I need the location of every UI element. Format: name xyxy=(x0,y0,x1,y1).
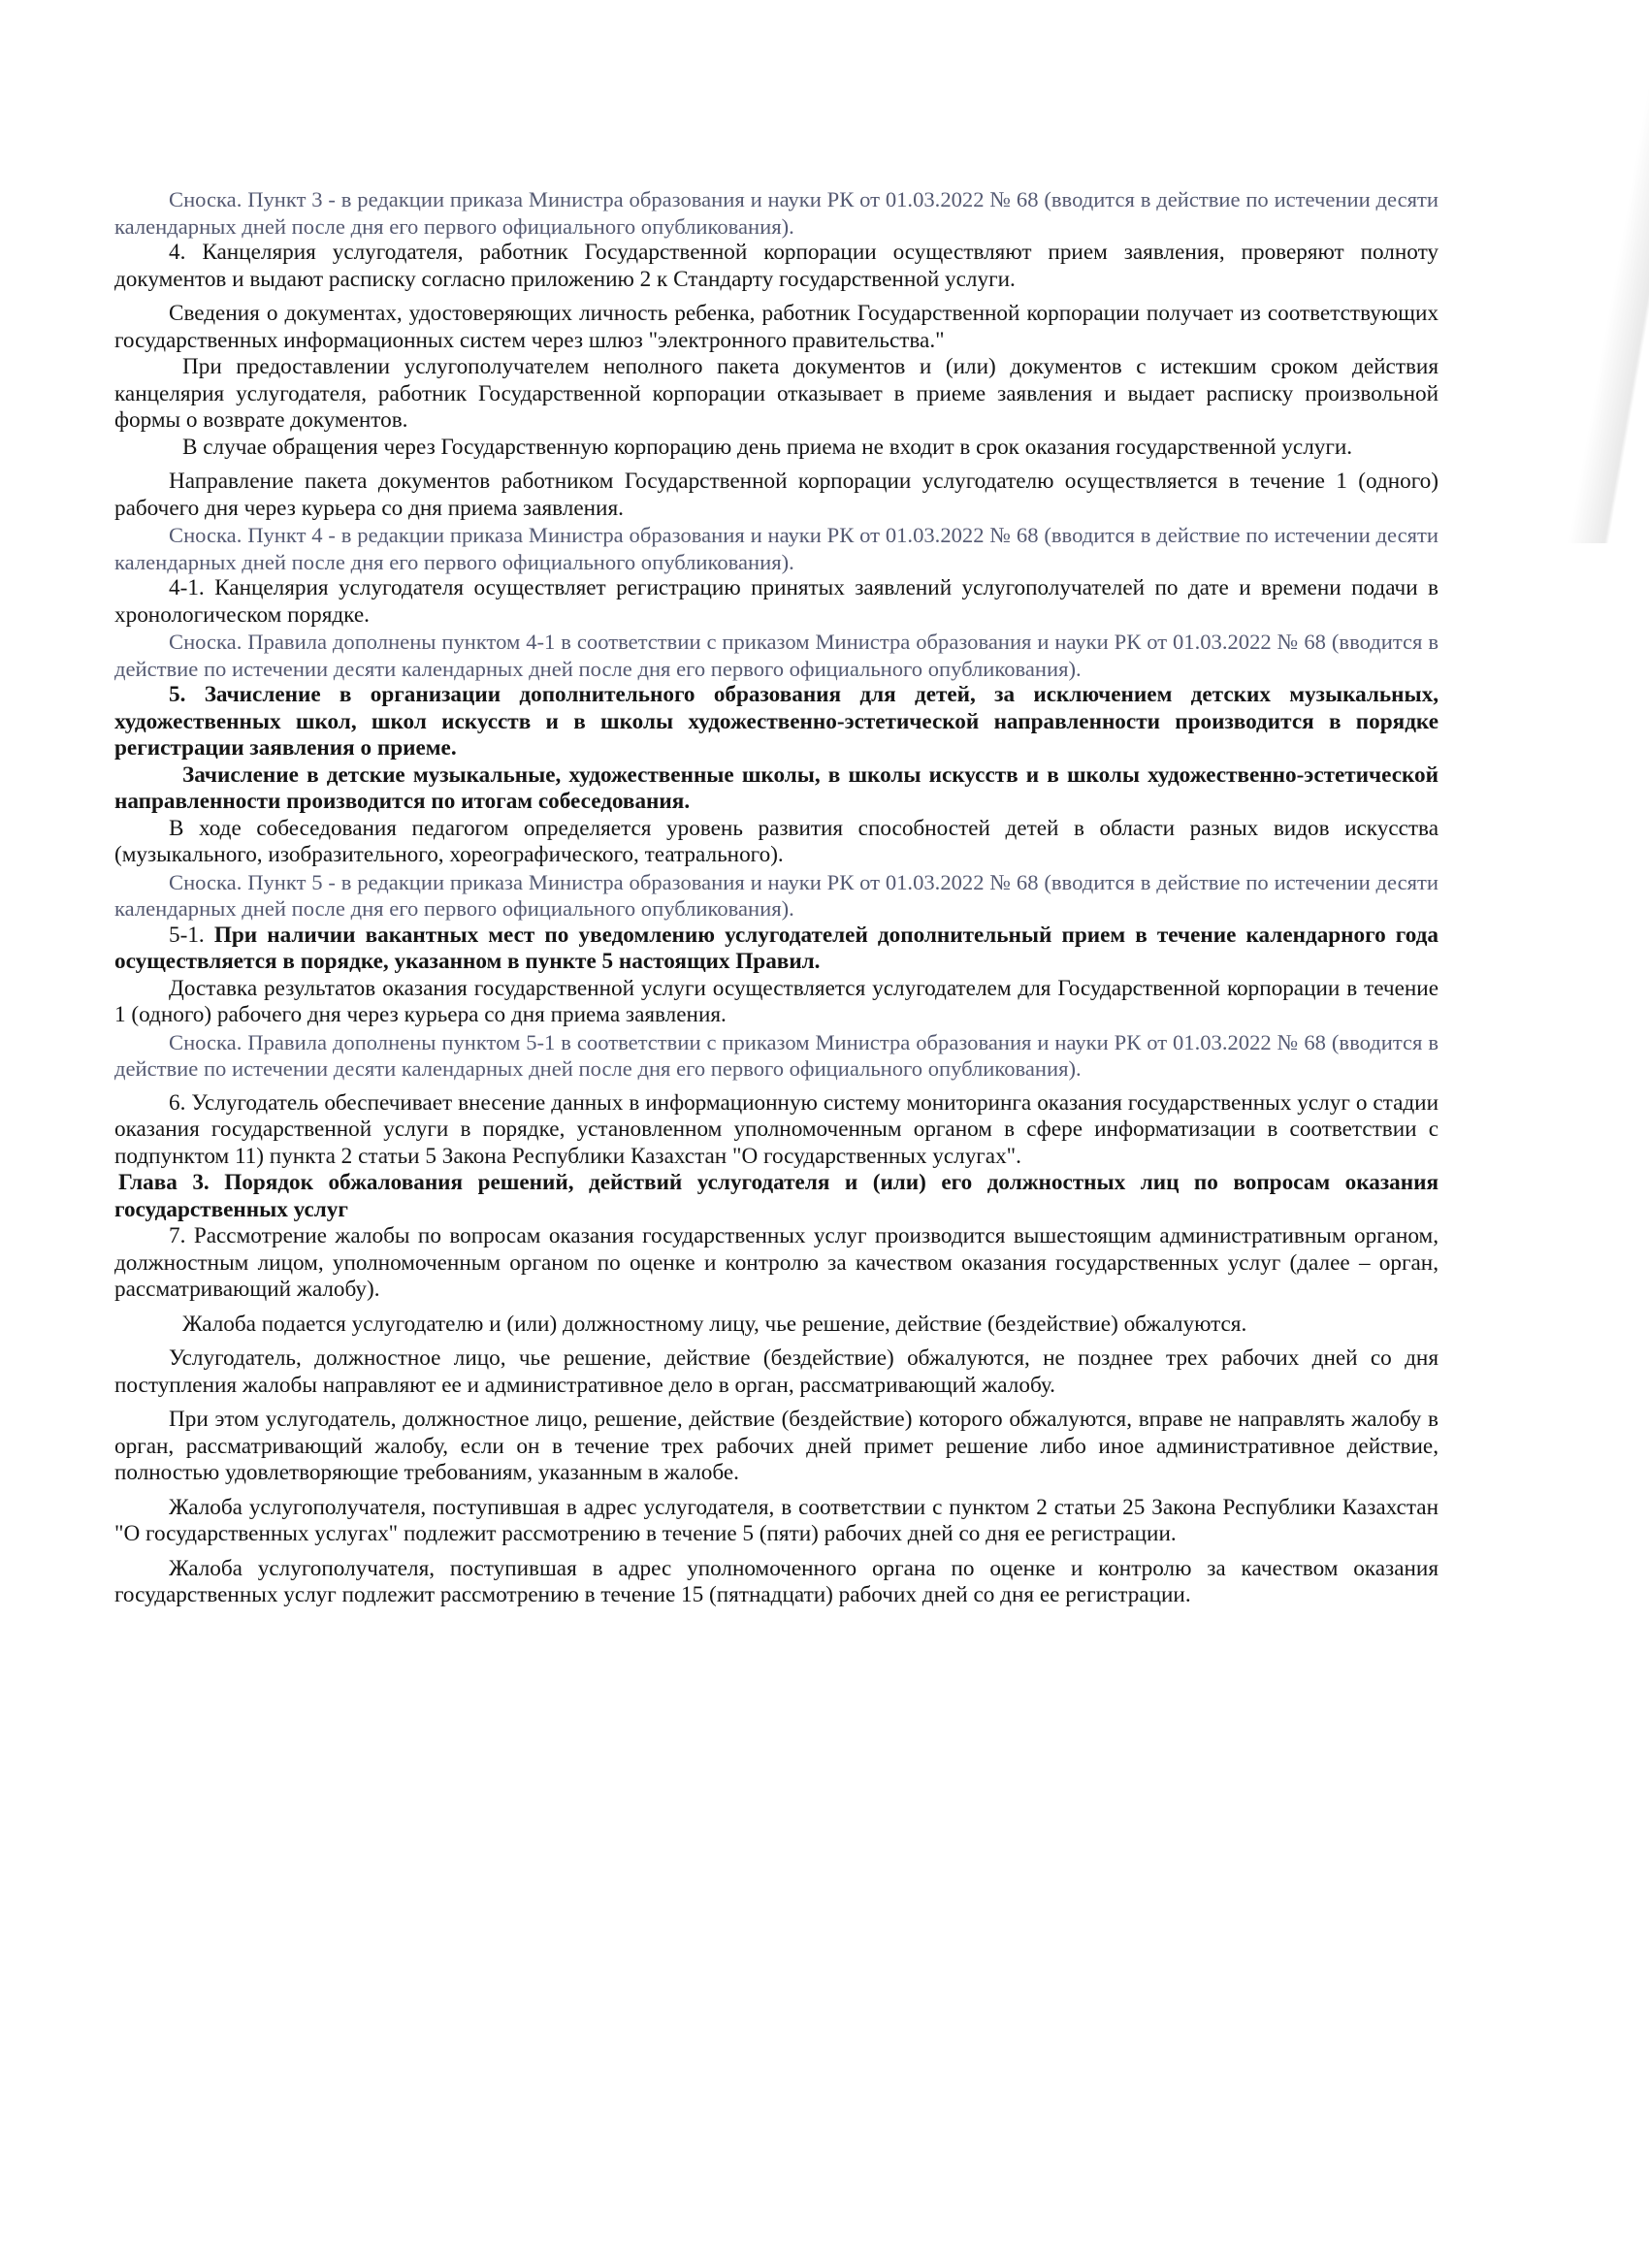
footnote-point-3: Сноска. Пункт 3 - в редакции приказа Министра образования и науки РК от 01.03.2022 № 68 (вводится в действие по истечении десяти календарных дней после дня его первого официального опубликования). xyxy=(114,187,1439,239)
paragraph-7-may-not-forward: При этом услугодатель, должностное лицо, решение, действие (бездействие) которого обжалуются, вправе не направлять жалобу в орган, рассматривающий жалобу, если он в течение трех рабочих дней примет решение либо иное административное действие, полностью удовлетворяющие требованиям, указанным в жалобе. xyxy=(114,1407,1439,1485)
paragraph-4-incomplete-docs: При предоставлении услугополучателем неполного пакета документов и (или) документов с истекшим сроком действия канцелярия услугодателя, работник Государственной корпорации отказывает в приеме заявления и выдает расписку произвольной формы о возврате документов. xyxy=(114,354,1439,433)
paragraph-4-identity-docs: Сведения о документах, удостоверяющих личность ребенка, работник Государственной корпорации получает из соответствующих государственных информационных систем через шлюз "электронного правительства." xyxy=(114,301,1439,353)
paragraph-7-five-days: Жалоба услугополучателя, поступившая в адрес услугодателя, в соответствии с пунктом 2 статьи 25 Закона Республики Казахстан "О государственных услугах" подлежит рассмотрению в течение 5 (пяти) рабочих дней со дня ее регистрации. xyxy=(114,1494,1439,1546)
chapter-3-heading: Глава 3. Порядок обжалования решений, действий услугодателя и (или) его должностных лиц по вопросам оказания государственных услуг xyxy=(114,1170,1439,1222)
paragraph-5-1-text: При наличии вакантных мест по уведомлению услугодателей дополнительный прием в течение календарного года осуществляется в порядке, указанном в пункте 5 настоящих Правил. xyxy=(114,922,1439,974)
paragraph-4-state-corporation-day: В случае обращения через Государственную корпорацию день приема не входит в срок оказания государственной услуги. xyxy=(182,434,1353,460)
paragraph-4-courier: Направление пакета документов работником Государственной корпорации услугодателю осуществляется в течение 1 (одного) рабочего дня через курьера со дня приема заявления. xyxy=(114,469,1439,521)
paragraph-4: 4. Канцелярия услугодателя, работник Государственной корпорации осуществляют прием заявления, проверяют полноту документов и выдают расписку согласно приложению 2 к Стандарту государственной услуги. xyxy=(114,240,1439,292)
paragraph-5-1-number: 5-1. xyxy=(169,922,214,948)
paragraph-7-forwarding: Услугодатель, должностное лицо, чье решение, действие (бездействие) обжалуются, не позднее трех рабочих дней со дня поступления жалобы направляют ее и административное дело в орган, рассматривающий жалобу. xyxy=(114,1345,1439,1398)
paragraph-4-1: 4-1. Канцелярия услугодателя осуществляет регистрацию принятых заявлений услугополучателей по дате и времени подачи в хронологическом порядке. xyxy=(114,575,1439,628)
footnote-point-5: Сноска. Пункт 5 - в редакции приказа Министра образования и науки РК от 01.03.2022 № 68 (вводится в действие по истечении десяти календарных дней после дня его первого официального опубликования). xyxy=(114,869,1439,921)
paragraph-5: 5. Зачисление в организации дополнительного образования для детей, за исключением детских музыкальных, художественных школ, школ искусств и в школы художественно-эстетической направленности производится в порядке регистрации заявления о приеме. xyxy=(114,682,1439,761)
paragraph-6: 6. Услугодатель обеспечивает внесение данных в информационную систему мониторинга оказания государственных услуг о стадии оказания государственной услуги в порядке, установленном уполномоченным органом в сфере информатизации в соответствии с подпунктом 11) пункта 2 статьи 5 Закона Республики Казахстан "О государственных услугах". xyxy=(114,1089,1439,1169)
footnote-point-4-1: Сноска. Правила дополнены пунктом 4-1 в соответствии с приказом Министра образования и науки РК от 01.03.2022 № 68 (вводится в действие по истечении десяти календарных дней после дня его первого официального опубликования). xyxy=(114,630,1439,681)
scan-page-edge xyxy=(1542,0,1649,543)
footnote-point-4: Сноска. Пункт 4 - в редакции приказа Министра образования и науки РК от 01.03.2022 № 68 (вводится в действие по истечении десяти календарных дней после дня его первого официального опубликования). xyxy=(114,523,1439,574)
paragraph-5-interview: В ходе собеседования педагогом определяется уровень развития способностей детей в области разных видов искусства (музыкального, изобразительного, хореографического, театрального). xyxy=(114,815,1439,867)
paragraph-7-fifteen-days: Жалоба услугополучателя, поступившая в адрес уполномоченного органа по оценке и контролю за качеством оказания государственных услуг подлежит рассмотрению в течение 15 (пятнадцати) рабочих дней со дня ее регистрации. xyxy=(114,1555,1439,1607)
paragraph-5-1-delivery: Доставка результатов оказания государственной услуги осуществляется услугодателем для Государственной корпорации в течение 1 (одного) рабочего дня через курьера со дня приема заявления. xyxy=(114,975,1439,1027)
paragraph-7-complaint-filed: Жалоба подается услугодателю и (или) должностному лицу, чье решение, действие (бездействие) обжалуются. xyxy=(182,1311,1247,1337)
paragraph-5-art-schools: Зачисление в детские музыкальные, художественные школы, в школы искусств и в школы художественно-эстетической направленности производится по итогам собеседования. xyxy=(114,761,1439,814)
paragraph-5-1 xyxy=(114,923,1439,976)
paragraph-7: 7. Рассмотрение жалобы по вопросам оказания государственных услуг производится вышестоящим административным органом, должностным лицом, уполномоченным органом по оценке и контролю за качеством оказания государственных услуг (далее – орган, рассматривающий жалобу). xyxy=(114,1223,1439,1302)
document-body xyxy=(114,186,1439,1609)
footnote-point-5-1: Сноска. Правила дополнены пунктом 5-1 в соответствии с приказом Министра образования и науки РК от 01.03.2022 № 68 (вводится в действие по истечении десяти календарных дней после дня его первого официального опубликования). xyxy=(114,1029,1439,1081)
